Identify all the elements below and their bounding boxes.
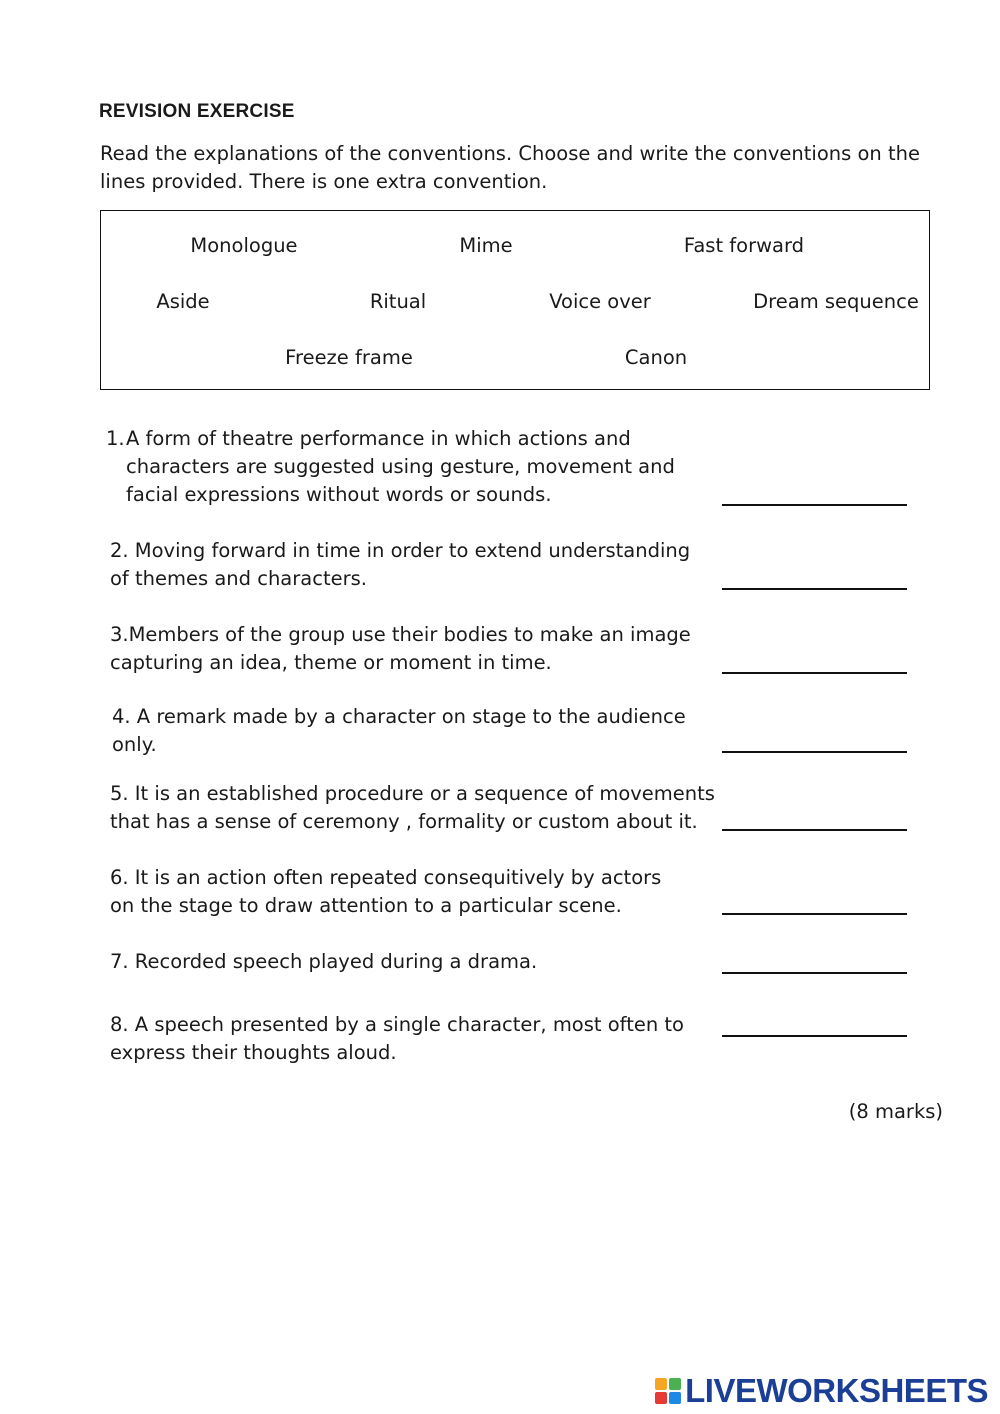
question-text-line: of themes and characters. bbox=[110, 567, 367, 590]
question-number: 1. bbox=[106, 427, 125, 450]
question-3 bbox=[110, 621, 691, 677]
question-4 bbox=[112, 703, 686, 759]
question-7 bbox=[110, 948, 537, 976]
word-bank-item: Voice over bbox=[549, 290, 651, 313]
question-6 bbox=[110, 864, 661, 920]
answer-line-4[interactable] bbox=[722, 751, 907, 753]
instructions-line: lines provided. There is one extra convention. bbox=[100, 170, 548, 193]
total-marks: (8 marks) bbox=[848, 1100, 943, 1123]
liveworksheets-branding bbox=[655, 1372, 988, 1410]
page-title: REVISION EXERCISE bbox=[99, 101, 295, 122]
word-bank-item: Fast forward bbox=[683, 234, 805, 257]
answer-line-6[interactable] bbox=[722, 913, 907, 915]
question-text-line: express their thoughts aloud. bbox=[110, 1041, 397, 1064]
question-text-line: on the stage to draw attention to a particular scene. bbox=[110, 894, 622, 917]
question-2 bbox=[110, 537, 690, 593]
question-text-line: 7. Recorded speech played during a drama. bbox=[110, 950, 538, 973]
answer-line-3[interactable] bbox=[722, 672, 907, 674]
question-text-line: facial expressions without words or sounds. bbox=[126, 483, 552, 506]
question-5 bbox=[110, 780, 715, 836]
question-text-line: that has a sense of ceremony , formality or custom about it. bbox=[110, 810, 698, 833]
answer-line-1[interactable] bbox=[722, 504, 907, 506]
question-text-line: 5. It is an established procedure or a sequence of movements bbox=[110, 782, 715, 805]
question-text-line: 8. A speech presented by a single character, most often to bbox=[110, 1013, 684, 1036]
logo-square bbox=[655, 1392, 667, 1404]
question-text-line: 4. A remark made by a character on stage to the audience bbox=[112, 705, 686, 728]
question-text-line: characters are suggested using gesture, movement and bbox=[126, 455, 675, 478]
question-text-line: 2. Moving forward in time in order to extend understanding bbox=[110, 539, 691, 562]
question-text-line: A form of theatre performance in which actions and bbox=[126, 427, 631, 450]
logo-square bbox=[669, 1392, 681, 1404]
question-text-line: 6. It is an action often repeated consequitively by actors bbox=[110, 866, 662, 889]
answer-line-8[interactable] bbox=[722, 1035, 907, 1037]
question-text-line: only. bbox=[112, 733, 157, 756]
word-bank-item: Mime bbox=[459, 234, 513, 257]
word-bank-box bbox=[100, 210, 930, 390]
word-bank-item: Aside bbox=[156, 290, 210, 313]
brand-name: LIVEWORKSHEETS bbox=[685, 1372, 988, 1409]
logo-square bbox=[655, 1378, 667, 1390]
question-text-line: 3.Members of the group use their bodies to make an image bbox=[110, 623, 691, 646]
question-text-line: capturing an idea, theme or moment in time. bbox=[110, 651, 552, 674]
answer-line-5[interactable] bbox=[722, 829, 907, 831]
instructions bbox=[100, 140, 940, 196]
question-8 bbox=[110, 1011, 684, 1067]
word-bank-item: Dream sequence bbox=[753, 290, 919, 313]
word-bank-item: Freeze frame bbox=[285, 346, 413, 369]
logo-square bbox=[669, 1378, 681, 1390]
instructions-line: Read the explanations of the conventions. Choose and write the conventions on the bbox=[100, 142, 920, 165]
word-bank-item: Monologue bbox=[190, 234, 298, 257]
liveworksheets-logo-icon bbox=[655, 1378, 681, 1404]
answer-line-2[interactable] bbox=[722, 588, 907, 590]
word-bank-item: Canon bbox=[624, 346, 688, 369]
answer-line-7[interactable] bbox=[722, 972, 907, 974]
word-bank-item: Ritual bbox=[369, 290, 427, 313]
